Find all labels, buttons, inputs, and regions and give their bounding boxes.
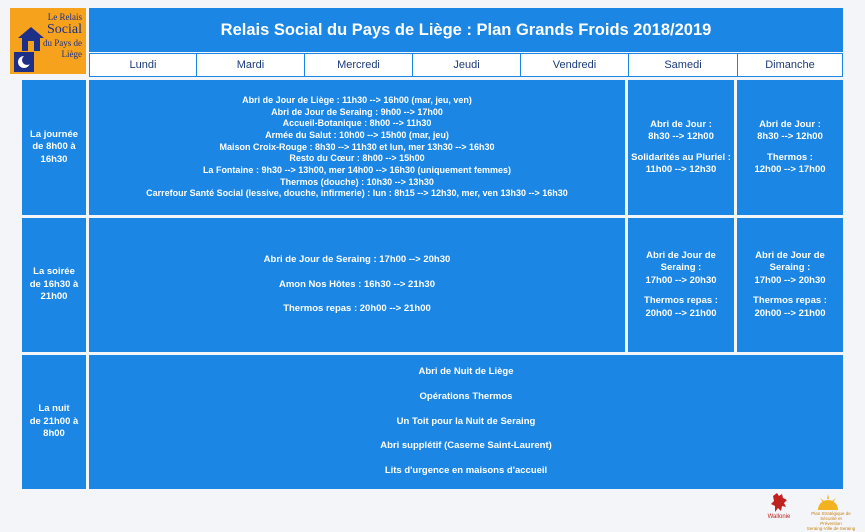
service-entry: 20h00 --> 21h00	[645, 307, 717, 319]
service-entry: Solidarités au Pluriel :	[631, 151, 731, 163]
logo-line-4: Liège	[61, 49, 82, 59]
service-entry: 17h00 --> 20h30	[754, 274, 826, 286]
service-entry: Thermos repas : 20h00 --> 21h00	[283, 303, 431, 315]
service-entry: 8h30 --> 12h00	[648, 131, 714, 143]
row-label-night	[22, 355, 86, 489]
evening-weekdays-cell	[89, 218, 625, 352]
partner-text-line: Plan Stratégique de	[811, 511, 851, 516]
day-header-jeudi: Jeudi	[412, 53, 521, 77]
service-entry: Un Toit pour la Nuit de Seraing	[396, 415, 536, 427]
service-entry: Thermos repas :	[644, 295, 718, 307]
row-label-line: 21h00	[40, 291, 68, 303]
service-entry: Abri de Jour de	[755, 250, 825, 262]
row-label-evening	[22, 218, 86, 352]
row-label-line: de 8h00 à	[32, 141, 76, 153]
evening-sunday-cell	[737, 218, 843, 352]
wallonie-logo	[762, 490, 796, 524]
moon-logo-icon	[14, 52, 34, 72]
service-entry: Abri de Jour de	[646, 250, 716, 262]
service-entry: Seraing :	[769, 262, 811, 274]
partner-text-line: Prévention	[820, 520, 842, 526]
day-header-lundi: Lundi	[89, 53, 197, 77]
partner-logo	[806, 490, 856, 531]
row-label-line: de 16h30 à	[29, 278, 79, 290]
day-header-samedi: Samedi	[628, 53, 738, 77]
day-saturday-cell	[628, 80, 734, 215]
relais-social-logo	[10, 8, 86, 74]
service-entry: Resto du Cœur : 8h00 --> 15h00	[289, 153, 425, 164]
logo-line-1: Le Relais	[47, 12, 82, 22]
service-entry: La Fontaine : 9h30 --> 13h00, mer 14h00 --> 16h30 (uniquement femmes)	[202, 165, 512, 176]
wallonie-label: Wallonie	[767, 514, 791, 520]
page-title: Relais Social du Pays de Liège : Plan Grands Froids 2018/2019	[220, 20, 712, 39]
service-entry: Armée du Salut : 10h00 --> 15h00 (mar, jeu)	[265, 129, 449, 140]
logo-line-2: Social	[47, 22, 82, 37]
service-entry: Abri de Jour :	[759, 118, 821, 130]
service-entry: 11h00 --> 12h30	[645, 163, 717, 175]
day-sunday-cell	[737, 80, 843, 215]
day-header-mardi: Mardi	[196, 53, 305, 77]
day-header-dimanche: Dimanche	[737, 53, 843, 77]
logo-line-3: du Pays de	[43, 38, 82, 48]
row-label-line: de 21h00 à	[29, 415, 79, 427]
service-entry: 20h00 --> 21h00	[754, 307, 826, 319]
partner-text	[806, 512, 856, 532]
row-label-line: La soirée	[33, 266, 75, 278]
service-entry: 12h00 --> 17h00	[754, 163, 826, 175]
row-label-line: La journée	[29, 128, 79, 140]
service-entry: Abri de Jour :	[650, 118, 712, 130]
service-entry: Abri de Jour de Seraing : 17h00 --> 20h30	[263, 253, 451, 265]
row-label-line: La nuit	[38, 403, 70, 415]
evening-saturday-cell	[628, 218, 734, 352]
row-label-day	[22, 80, 86, 215]
house-logo-icon	[17, 26, 45, 52]
rooster-icon	[769, 492, 789, 514]
service-entry: Thermos repas :	[753, 295, 827, 307]
service-entry: Abri de Nuit de Liège	[418, 366, 514, 378]
day-header-mercredi: Mercredi	[304, 53, 413, 77]
service-entry: Abri de Jour de Seraing : 9h00 --> 17h00	[271, 106, 443, 117]
service-entry: Amon Nos Hôtes : 16h30 --> 21h30	[278, 278, 435, 290]
service-entry: Thermos (douche) : 10h30 --> 13h30	[280, 176, 434, 187]
service-entry: Seraing :	[660, 262, 702, 274]
service-entry: Abri de Jour de Liège : 11h30 --> 16h00 (mar, jeu, ven)	[242, 94, 472, 105]
service-entry: Maison Croix-Rouge : 8h30 --> 11h30 et lun, mer 13h30 --> 16h30	[219, 141, 495, 152]
service-entry: Accueil-Botanique : 8h00 --> 11h30	[282, 118, 432, 129]
service-entry: Opérations Thermos	[419, 390, 513, 402]
service-entry: Abri supplétif (Caserne Saint-Laurent)	[380, 440, 552, 452]
partner-text-line: Seraing-Ville de Seraing	[806, 525, 856, 531]
service-entry: 8h30 --> 12h00	[757, 131, 823, 143]
day-header-vendredi: Vendredi	[520, 53, 629, 77]
row-label-line: 16h30	[40, 153, 68, 165]
service-entry: Carrefour Santé Social (lessive, douche, infirmerie) : lun : 8h15 --> 12h30, mer, ven 13h30 --> 16h30	[146, 188, 568, 199]
row-label-line: 8h00	[43, 428, 65, 440]
service-entry: Thermos :	[767, 151, 813, 163]
night-all-week-cell	[89, 355, 843, 489]
sun-icon	[816, 492, 840, 512]
title-bar	[89, 8, 843, 52]
service-entry: 17h00 --> 20h30	[645, 274, 717, 286]
day-weekdays-cell	[89, 80, 625, 215]
service-entry: Lits d'urgence en maisons d'accueil	[384, 465, 548, 477]
partner-text-line: Sécurité et	[820, 515, 842, 521]
